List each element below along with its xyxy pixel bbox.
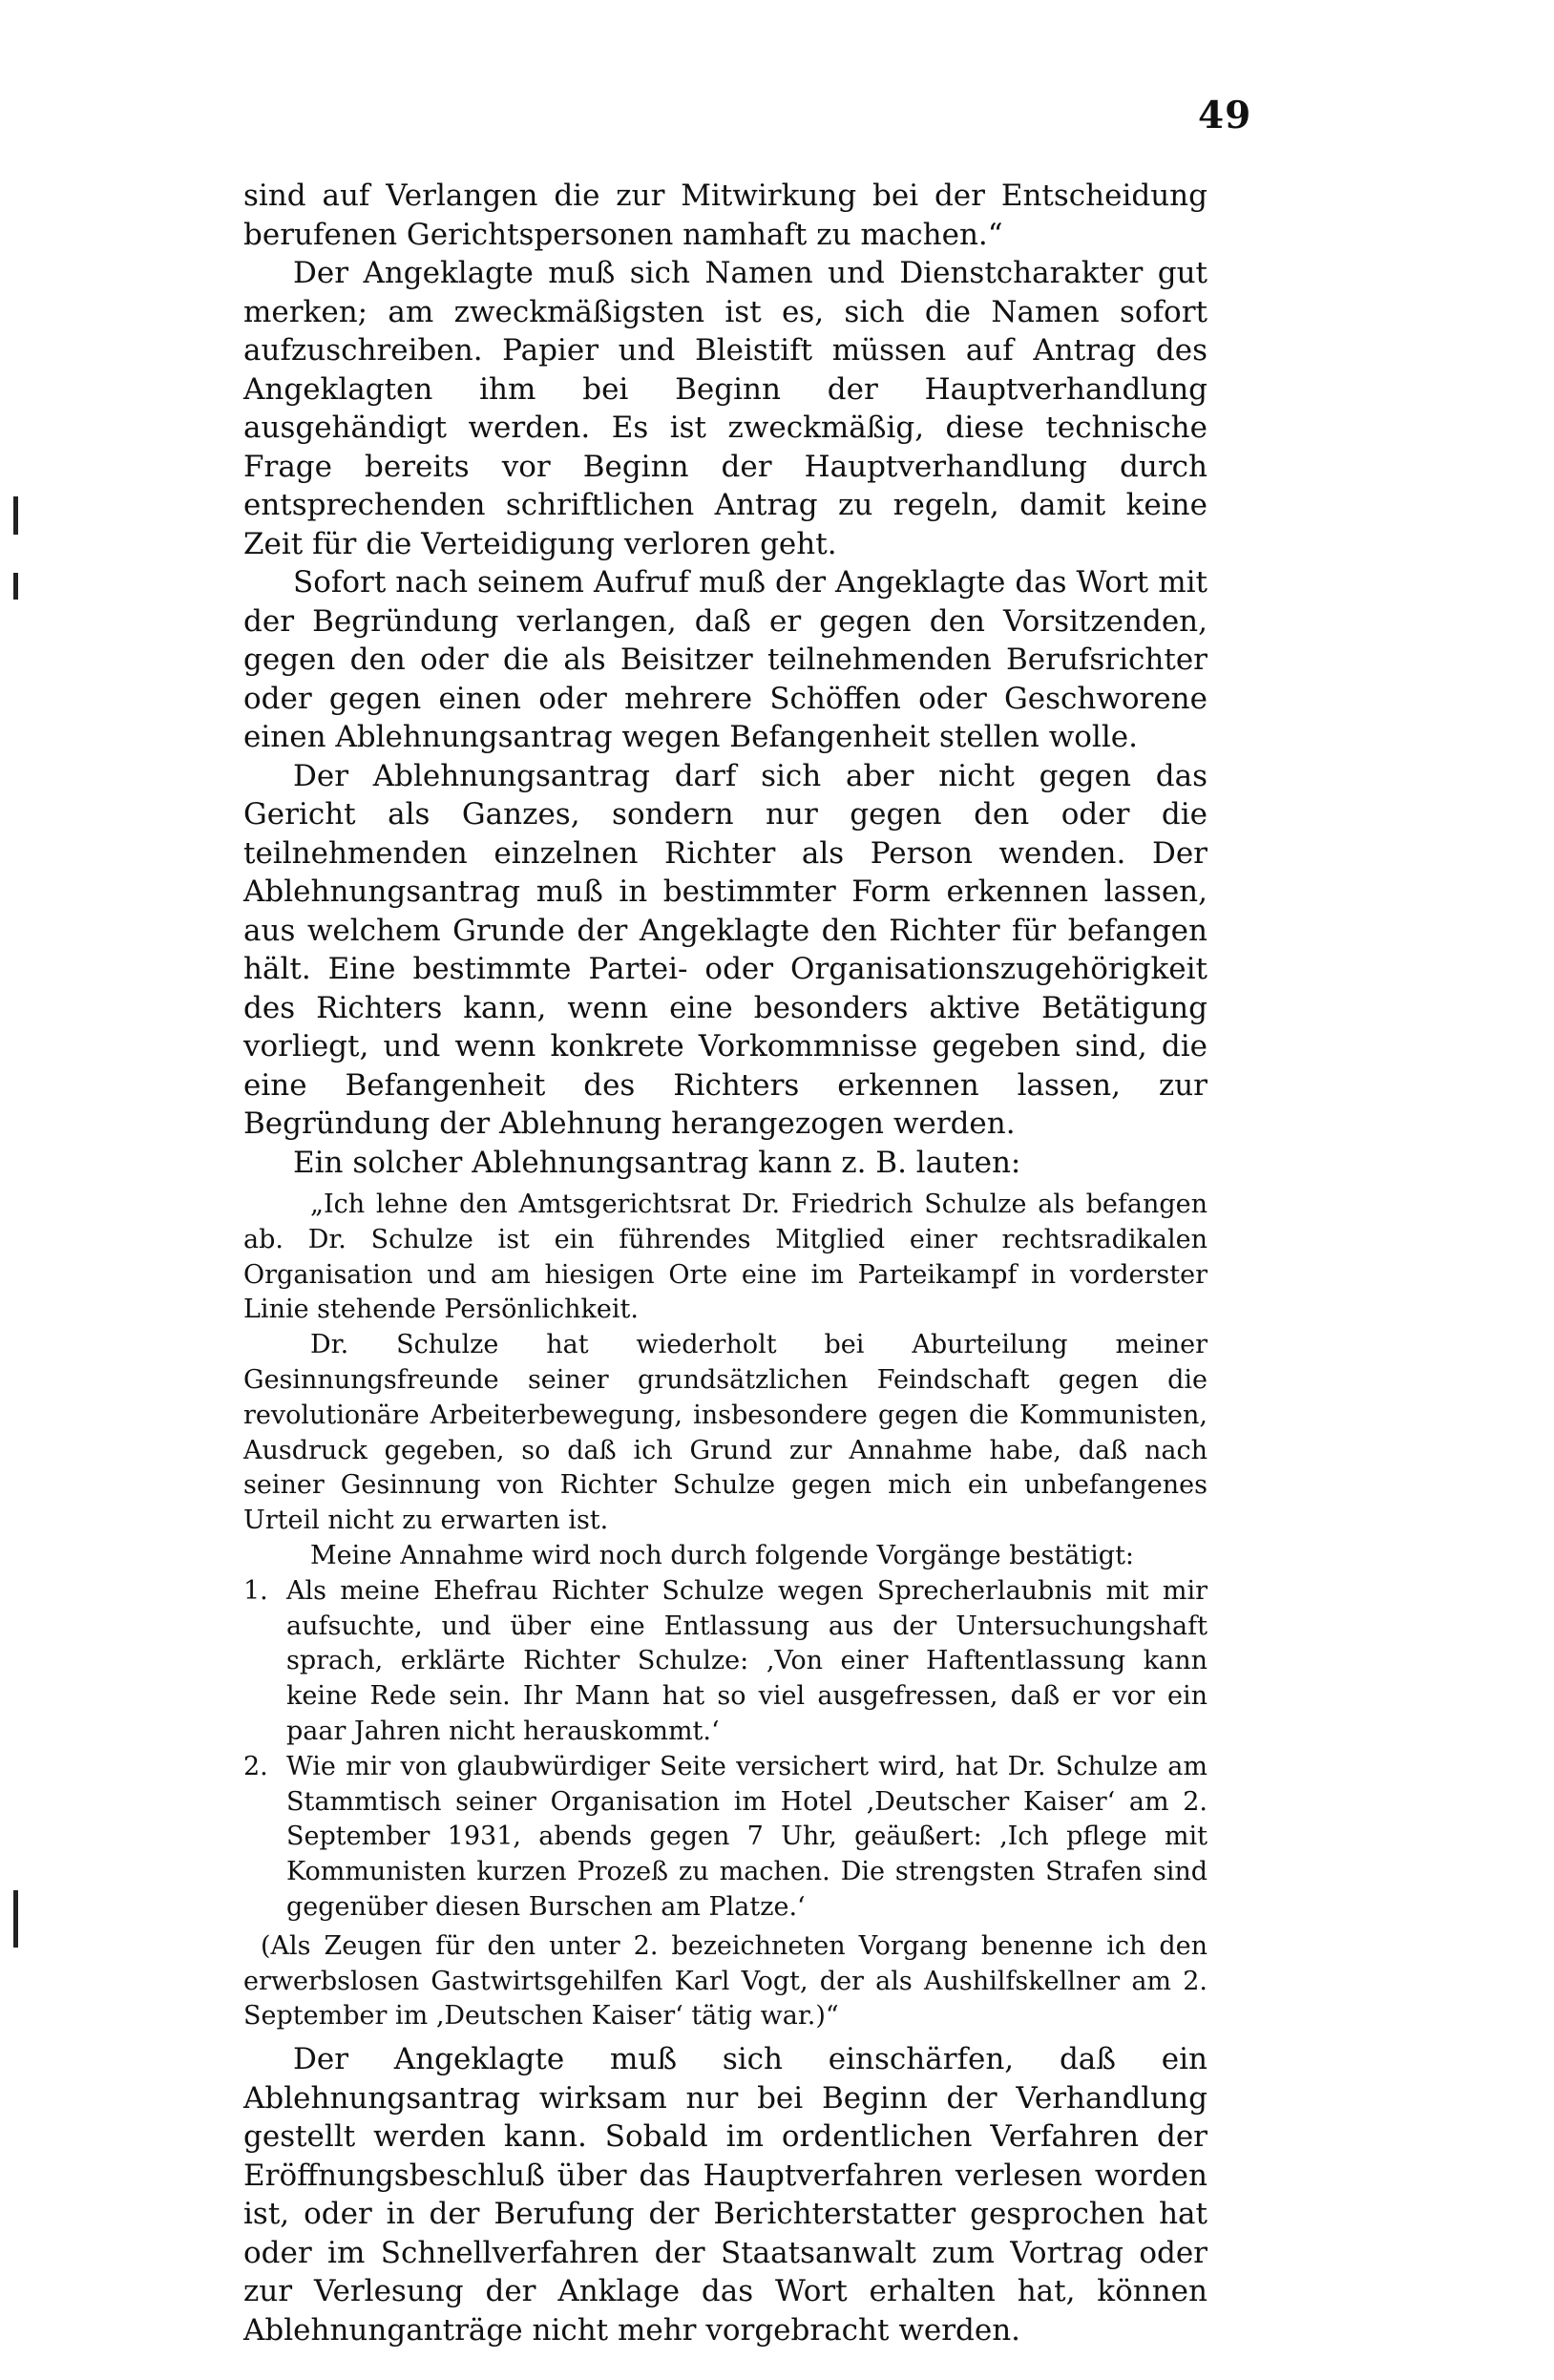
paragraph-6: Der Angeklagte muß sich einschärfen, daß ein Ablehnungsantrag wirksam nur bei Beginn der Verhandlung gestellt werden kann. Sobald im ordentlichen Verfahren der Eröffnungsbeschluß über das Hauptverfahren verlesen worden ist, oder in der Berufung der Berichterstatter gesprochen hat oder im Schnellverfahren der Staatsanwalt zum Vortrag oder zur Verlesung der Anklage das Wort erhalten hat, können Ablehnunganträge nicht mehr vorgebracht werden. xyxy=(243,2042,1208,2348)
paragraph-3: Sofort nach seinem Aufruf muß der Angeklagte das Wort mit der Begründung verlangen, daß er gegen den Vorsitzenden, gegen den oder die als Beisitzer teilnehmenden Berufsrichter oder gegen einen oder mehrere Schöffen oder Geschworene einen Ablehnungsantrag wegen Befangenheit stellen wolle. xyxy=(243,565,1208,754)
list-item-text: Wie mir von glaubwürdiger Seite versichert wird, hat Dr. Schulze am Stammtisch seiner Organisation im Hotel ‚Deutscher Kaiser‘ am 2. September 1931, abends gegen 7 Uhr, geäußert: ‚Ich pflege mit Kommunisten kurzen Prozeß zu machen. Die strengsten Strafen sind gegenüber diesen Burschen am Platze.‘ xyxy=(286,1751,1208,1922)
list-item-text: Als meine Ehefrau Richter Schulze wegen Sprecherlaubnis mit mir aufsuchte, und über eine Entlassung aus der Untersuchungshaft sprach, erklärte Richter Schulze: ‚Von einer Haftentlassung kann keine Rede sein. Ihr Mann hat so viel ausgefressen, daß er vor ein paar Jahren nicht herauskommt.‘ xyxy=(286,1575,1208,1746)
list-item xyxy=(243,1574,1208,1750)
quote-paragraph-1: „Ich lehne den Amtsgerichtsrat Dr. Friedrich Schulze als befangen ab. Dr. Schulze ist ein führendes Mitglied einer rechtsradikalen Organisation und am hiesigen Orte eine im Parteikampf in vorderster Linie stehende Persönlichkeit. xyxy=(243,1190,1208,1325)
quote-paragraph-3: Meine Annahme wird noch durch folgende Vorgänge bestätigt: xyxy=(310,1540,1135,1570)
witness-note: (Als Zeugen für den unter 2. bezeichneten Vorgang benenne ich den erwerbslosen Gastwirtsgehilfen Karl Vogt, der als Aushilfskellner am 2. September im ‚Deutschen Kaiser‘ tätig war.)“ xyxy=(243,1930,1208,2032)
margin-mark xyxy=(13,496,18,535)
main-text xyxy=(243,177,1208,2349)
list-item-number: 2. xyxy=(243,1751,268,1781)
quote-paragraph-2: Dr. Schulze hat wiederholt bei Aburteilung meiner Gesinnungsfreunde seiner grundsätzlichen Feindschaft gegen die revolutionäre Arbeiterbewegung, insbesondere gegen die Kommunisten, Ausdruck gegeben, so daß ich Grund zur Annahme habe, daß nach seiner Gesinnung von Richter Schulze gegen mich ein unbefangenes Urteil nicht zu erwarten ist. xyxy=(243,1330,1208,1536)
page-number: 49 xyxy=(1198,94,1252,137)
list-item-number: 1. xyxy=(243,1575,268,1606)
margin-mark xyxy=(13,1890,18,1948)
list-item xyxy=(243,1750,1208,1926)
quoted-motion xyxy=(243,1188,1208,2034)
paragraph-1: sind auf Verlangen die zur Mitwirkung bei der Entscheidung berufenen Gerichtspersonen namhaft zu machen.“ xyxy=(243,179,1208,252)
quote-list xyxy=(243,1574,1208,1926)
paragraph-2: Der Angeklagte muß sich Namen und Dienstcharakter gut merken; am zweckmäßigsten ist es, sich die Namen sofort aufzuschreiben. Papier und Bleistift müssen auf Antrag des Angeklagten ihm bei Beginn der Hauptverhandlung ausgehändigt werden. Es ist zweckmäßig, diese technische Frage bereits vor Beginn der Hauptverhandlung durch entsprechenden schriftlichen Antrag zu regeln, damit keine Zeit für die Verteidigung verloren geht. xyxy=(243,256,1208,561)
margin-mark xyxy=(13,573,18,600)
paragraph-4: Der Ablehnungsantrag darf sich aber nicht gegen das Gericht als Ganzes, sondern nur gegen den oder die teilnehmenden einzelnen Richter als Person wenden. Der Ablehnungsantrag muß in bestimmter Form erkennen lassen, aus welchem Grunde der Angeklagte den Richter für befangen hält. Eine bestimmte Partei- oder Organisationszugehörigkeit des Richters kann, wenn eine besonders aktive Betätigung vorliegt, und wenn konkrete Vorkommnisse gegeben sind, die eine Befangenheit des Richters erkennen lassen, zur Begründung der Ablehnung herangezogen werden. xyxy=(243,758,1208,1141)
paragraph-5: Ein solcher Ablehnungsantrag kann z. B. lauten: xyxy=(293,1145,1021,1180)
